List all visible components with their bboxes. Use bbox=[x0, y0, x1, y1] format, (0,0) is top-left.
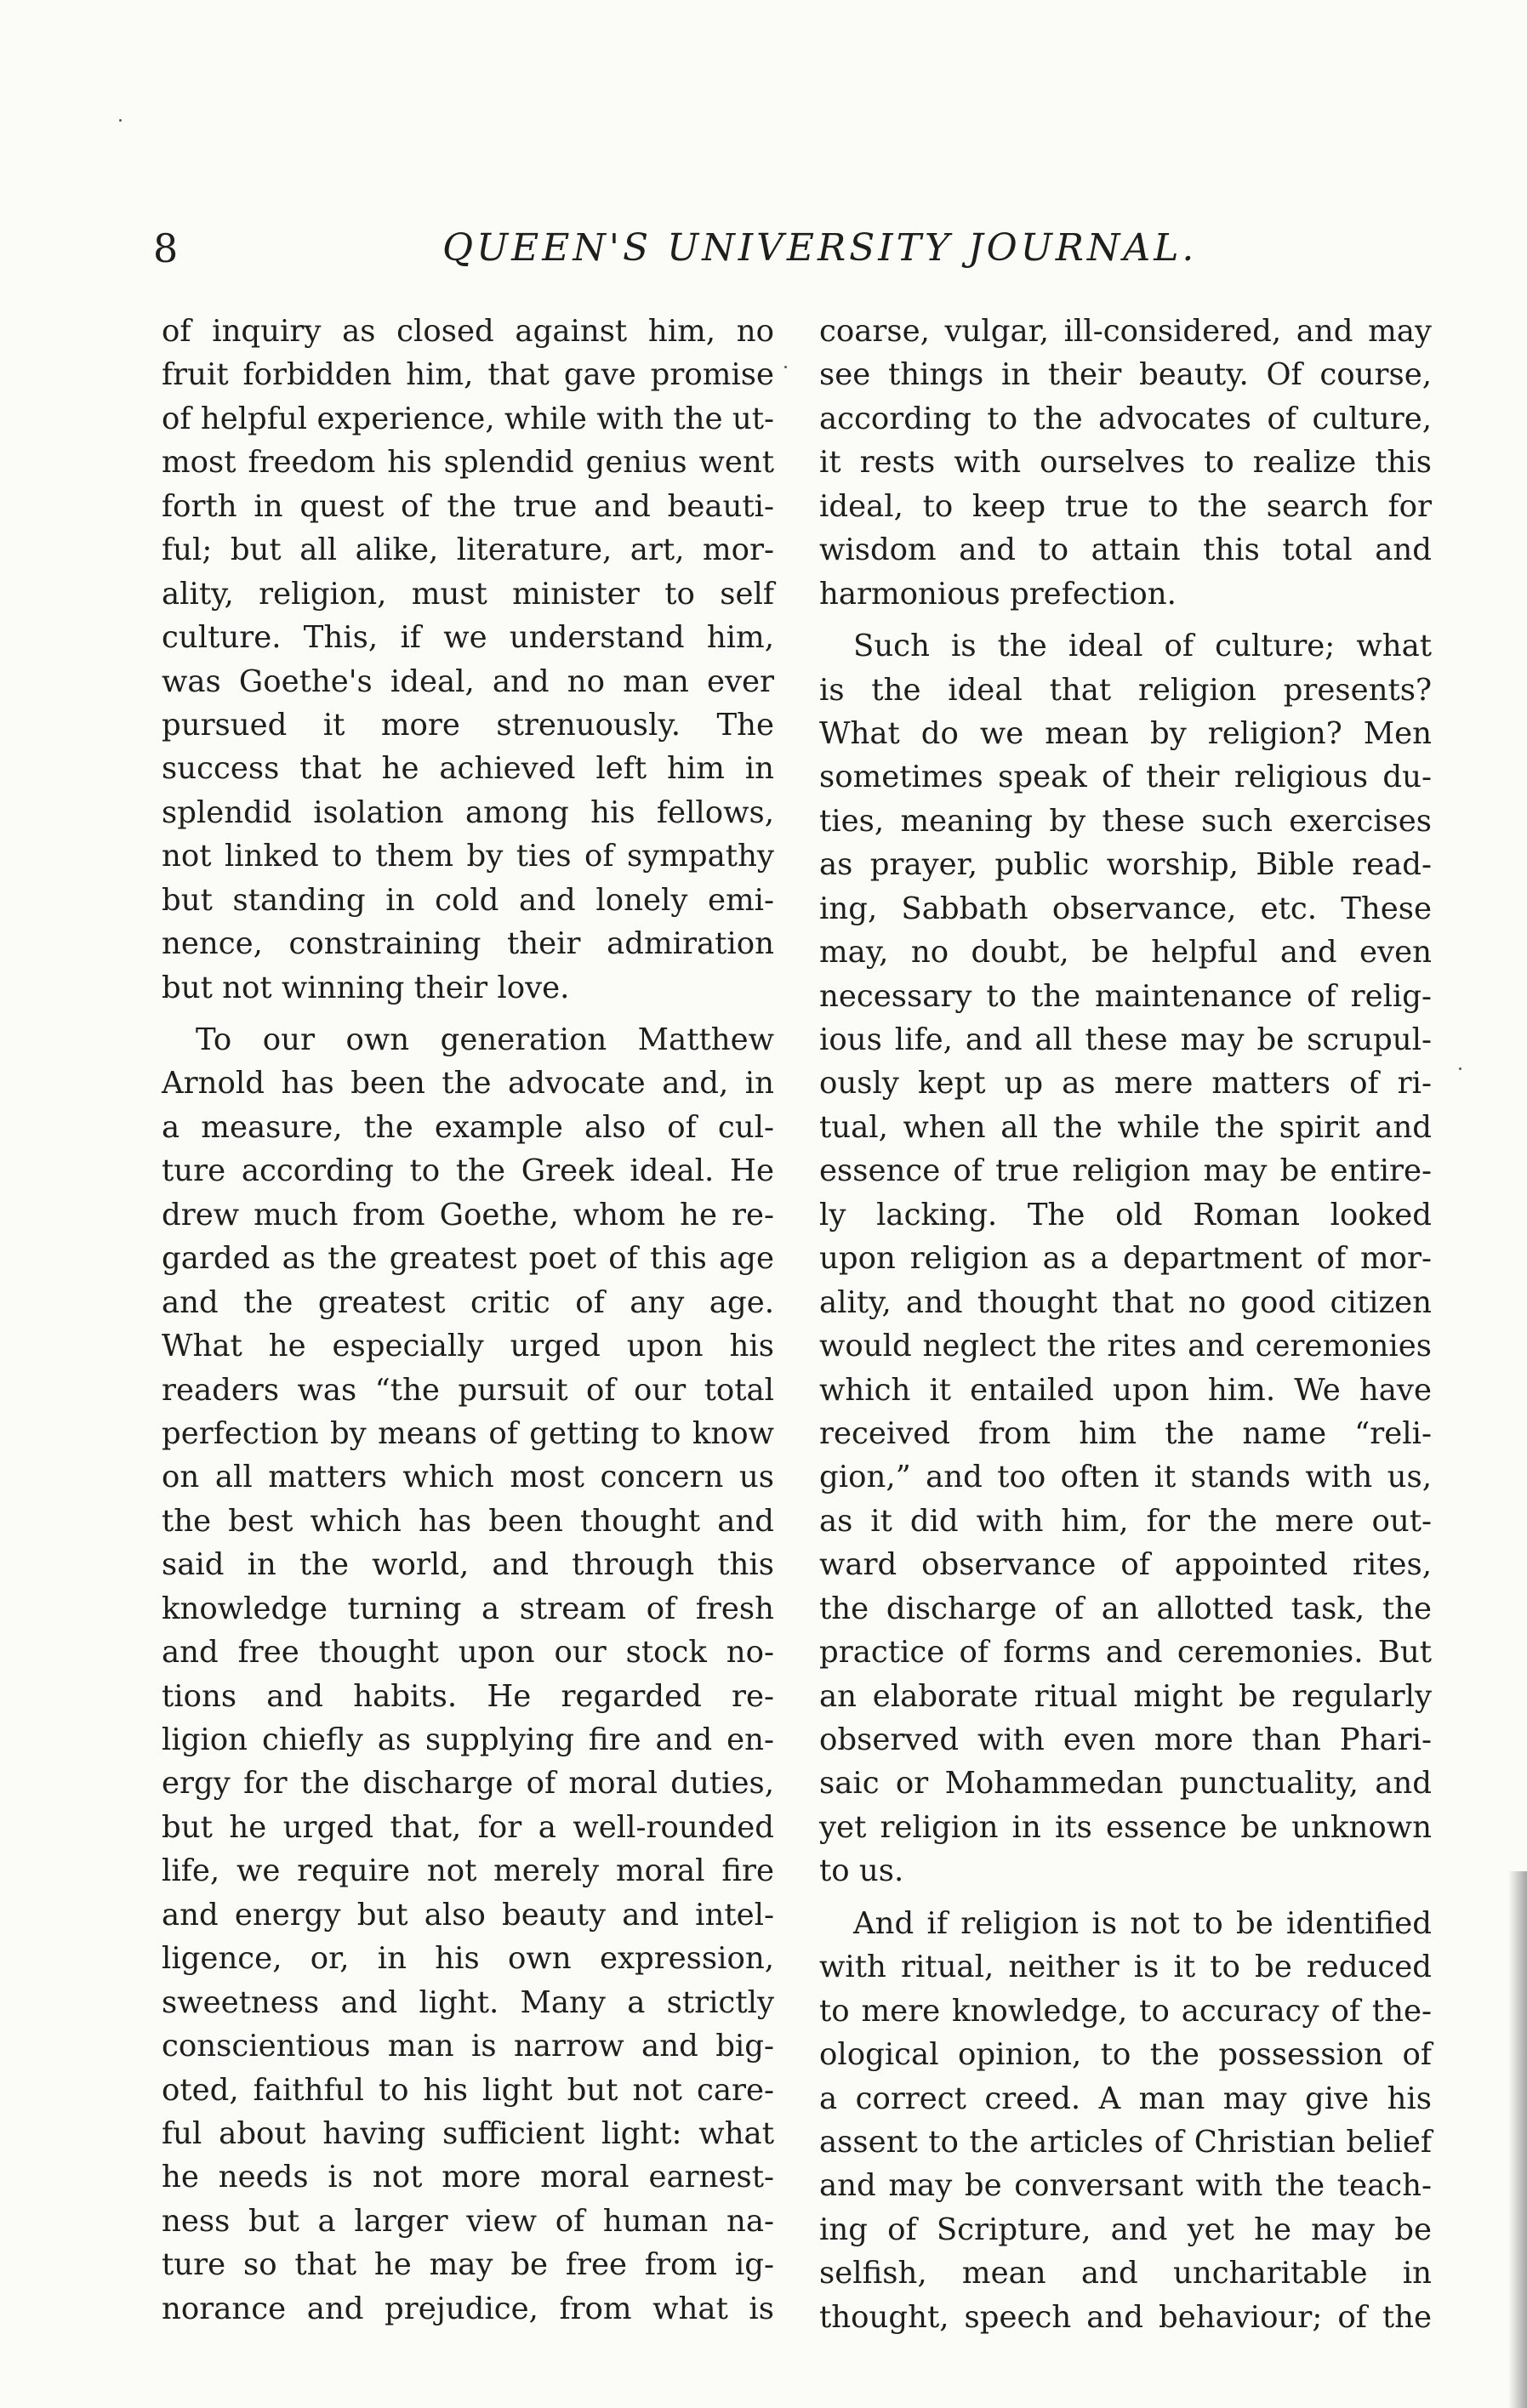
text-line: with ritual, neither is it to be reduced bbox=[819, 1950, 1432, 1985]
text-line: coarse, vulgar, ill-considered, and may bbox=[819, 314, 1432, 349]
text-line: ing, Sabbath observance, etc. These bbox=[819, 891, 1432, 926]
text-line: What he especially urged upon his bbox=[162, 1329, 774, 1364]
text-line: ergy for the discharge of moral duties, bbox=[162, 1766, 774, 1802]
text-line: ful; but all alike, literature, art, mor- bbox=[162, 532, 774, 568]
text-line: and free thought upon our stock no- bbox=[162, 1635, 774, 1671]
right-column bbox=[819, 310, 1432, 2339]
text-line: observed with even more than Phari- bbox=[819, 1722, 1432, 1757]
text-line: drew much from Goethe, whom he re- bbox=[162, 1197, 774, 1232]
text-line: oted, faithful to his light but not care- bbox=[162, 2072, 774, 2108]
text-line: but not winning their love. bbox=[162, 970, 570, 1005]
text-line: ality, religion, must minister to self bbox=[162, 576, 774, 612]
text-line: necessary to the maintenance of relig- bbox=[819, 978, 1432, 1014]
text-line: an elaborate ritual might be regularly bbox=[819, 1678, 1432, 1714]
text-line: thought, speech and behaviour; of the bbox=[819, 2299, 1432, 2335]
text-line: knowledge turning a stream of fresh bbox=[162, 1591, 774, 1626]
running-title: QUEEN'S UNIVERSITY JOURNAL. bbox=[442, 226, 1198, 270]
text-line: see things in their beauty. Of course, bbox=[819, 357, 1432, 393]
text-line: Arnold has been the advocate and, in bbox=[162, 1066, 774, 1102]
text-line: of inquiry as closed against him, no bbox=[162, 314, 774, 349]
text-line: ligence, or, in his own expression, bbox=[162, 1941, 774, 1977]
text-line: practice of forms and ceremonies. But bbox=[819, 1635, 1432, 1671]
text-line: which it entailed upon him. We have bbox=[819, 1372, 1432, 1408]
text-line: gion,” and too often it stands with us, bbox=[819, 1460, 1432, 1495]
text-line: and may be conversant with the teach- bbox=[819, 2168, 1432, 2204]
text-line: ious life, and all these may be scrupul- bbox=[819, 1022, 1432, 1057]
text-line: but standing in cold and lonely emi- bbox=[162, 882, 774, 918]
text-line: fruit forbidden him, that gave promise bbox=[162, 357, 774, 393]
text-line: of helpful experience, while with the ut- bbox=[162, 401, 774, 436]
text-line: sometimes speak of their religious du- bbox=[819, 760, 1432, 795]
left-column bbox=[162, 310, 774, 2331]
text-line: life, we require not merely moral fire bbox=[162, 1853, 774, 1889]
text-line: on all matters which most concern us bbox=[162, 1460, 774, 1495]
print-speck bbox=[784, 366, 787, 368]
text-line: pursued it more strenuously. The bbox=[162, 707, 774, 743]
text-line: conscientious man is narrow and big- bbox=[162, 2029, 774, 2064]
text-line: as prayer, public worship, Bible read- bbox=[819, 847, 1432, 883]
print-speck bbox=[1459, 1067, 1461, 1070]
text-line: would neglect the rites and ceremonies bbox=[819, 1329, 1432, 1364]
text-line: ful about having sufficient light: what bbox=[162, 2115, 774, 2151]
text-line: was Goethe's ideal, and no man ever bbox=[162, 663, 774, 699]
text-line: Such is the ideal of culture; what bbox=[853, 629, 1432, 664]
text-line: to mere knowledge, to accuracy of the- bbox=[819, 1993, 1432, 2029]
text-line: not linked to them by ties of sympathy bbox=[162, 839, 774, 874]
text-line: according to the advocates of culture, bbox=[819, 401, 1432, 436]
text-line: upon religion as a department of mor- bbox=[819, 1241, 1432, 1277]
text-line: ties, meaning by these such exercises bbox=[819, 803, 1432, 839]
text-line: he needs is not more moral earnest- bbox=[162, 2160, 774, 2195]
text-line: a measure, the example also of cul- bbox=[162, 1109, 774, 1145]
text-line: and energy but also beauty and intel- bbox=[162, 1897, 774, 1933]
text-line: ideal, to keep true to the search for bbox=[819, 488, 1432, 524]
text-line: ality, and thought that no good citizen bbox=[819, 1284, 1432, 1320]
text-line: ness but a larger view of human na- bbox=[162, 2203, 774, 2239]
text-line: received from him the name “reli- bbox=[819, 1415, 1432, 1451]
text-line: ously kept up as mere matters of ri- bbox=[819, 1066, 1432, 1102]
text-line: ing of Scripture, and yet he may be bbox=[819, 2212, 1432, 2247]
text-line: To our own generation Matthew bbox=[196, 1022, 774, 1057]
text-line: tions and habits. He regarded re- bbox=[162, 1678, 774, 1714]
text-line: readers was “the pursuit of our total bbox=[162, 1372, 774, 1408]
text-line: wisdom and to attain this total and bbox=[819, 532, 1432, 568]
text-line: ly lacking. The old Roman looked bbox=[819, 1197, 1432, 1232]
text-line: culture. This, if we understand him, bbox=[162, 620, 774, 656]
text-line: most freedom his splendid genius went bbox=[162, 445, 774, 481]
text-line: tual, when all the while the spirit and bbox=[819, 1109, 1432, 1145]
page-edge-shadow bbox=[1508, 1871, 1527, 2408]
text-line: ture so that he may be free from ig- bbox=[162, 2247, 774, 2283]
text-line: essence of true religion may be entire- bbox=[819, 1153, 1432, 1189]
text-line: it rests with ourselves to realize this bbox=[819, 445, 1432, 481]
text-line: And if religion is not to be identified bbox=[853, 1905, 1432, 1941]
text-line: ward observance of appointed rites, bbox=[819, 1547, 1432, 1583]
text-line: yet religion in its essence be unknown bbox=[819, 1809, 1432, 1845]
text-line: may, no doubt, be helpful and even bbox=[819, 935, 1432, 971]
text-line: is the ideal that religion presents? bbox=[819, 672, 1432, 708]
text-line: sweetness and light. Many a strictly bbox=[162, 1984, 774, 2020]
text-line: norance and prejudice, from what is bbox=[162, 2291, 774, 2326]
page-number: 8 bbox=[153, 225, 179, 271]
text-line: ture according to the Greek ideal. He bbox=[162, 1153, 774, 1189]
paragraph-gap bbox=[819, 616, 1432, 624]
text-line: assent to the articles of Christian belief bbox=[819, 2124, 1432, 2160]
text-line: What do we mean by religion? Men bbox=[819, 715, 1432, 751]
text-line: but he urged that, for a well-rounded bbox=[162, 1809, 774, 1845]
print-speck bbox=[119, 119, 122, 122]
text-line: to us. bbox=[819, 1853, 904, 1889]
text-line: harmonious prefection. bbox=[819, 576, 1177, 612]
text-line: the best which has been thought and bbox=[162, 1503, 774, 1539]
text-line: saic or Mohammedan punctuality, and bbox=[819, 1766, 1432, 1802]
text-line: ological opinion, to the possession of bbox=[819, 2037, 1432, 2073]
text-line: forth in quest of the true and beauti- bbox=[162, 488, 774, 524]
text-line: nence, constraining their admiration bbox=[162, 926, 774, 962]
text-line: the discharge of an allotted task, the bbox=[819, 1591, 1432, 1626]
text-line: perfection by means of getting to know bbox=[162, 1415, 774, 1451]
paragraph-gap bbox=[819, 1893, 1432, 1902]
text-line: garded as the greatest poet of this age bbox=[162, 1241, 774, 1277]
text-line: splendid isolation among his fellows, bbox=[162, 794, 774, 830]
text-line: as it did with him, for the mere out- bbox=[819, 1503, 1432, 1539]
text-line: ligion chiefly as supplying fire and en- bbox=[162, 1722, 774, 1757]
text-line: said in the world, and through this bbox=[162, 1547, 774, 1583]
text-line: a correct creed. A man may give his bbox=[819, 2081, 1432, 2116]
paragraph-gap bbox=[162, 1010, 774, 1018]
text-line: and the greatest critic of any age. bbox=[162, 1284, 774, 1320]
text-line: selfish, mean and uncharitable in bbox=[819, 2256, 1432, 2291]
text-line: success that he achieved left him in bbox=[162, 751, 774, 787]
